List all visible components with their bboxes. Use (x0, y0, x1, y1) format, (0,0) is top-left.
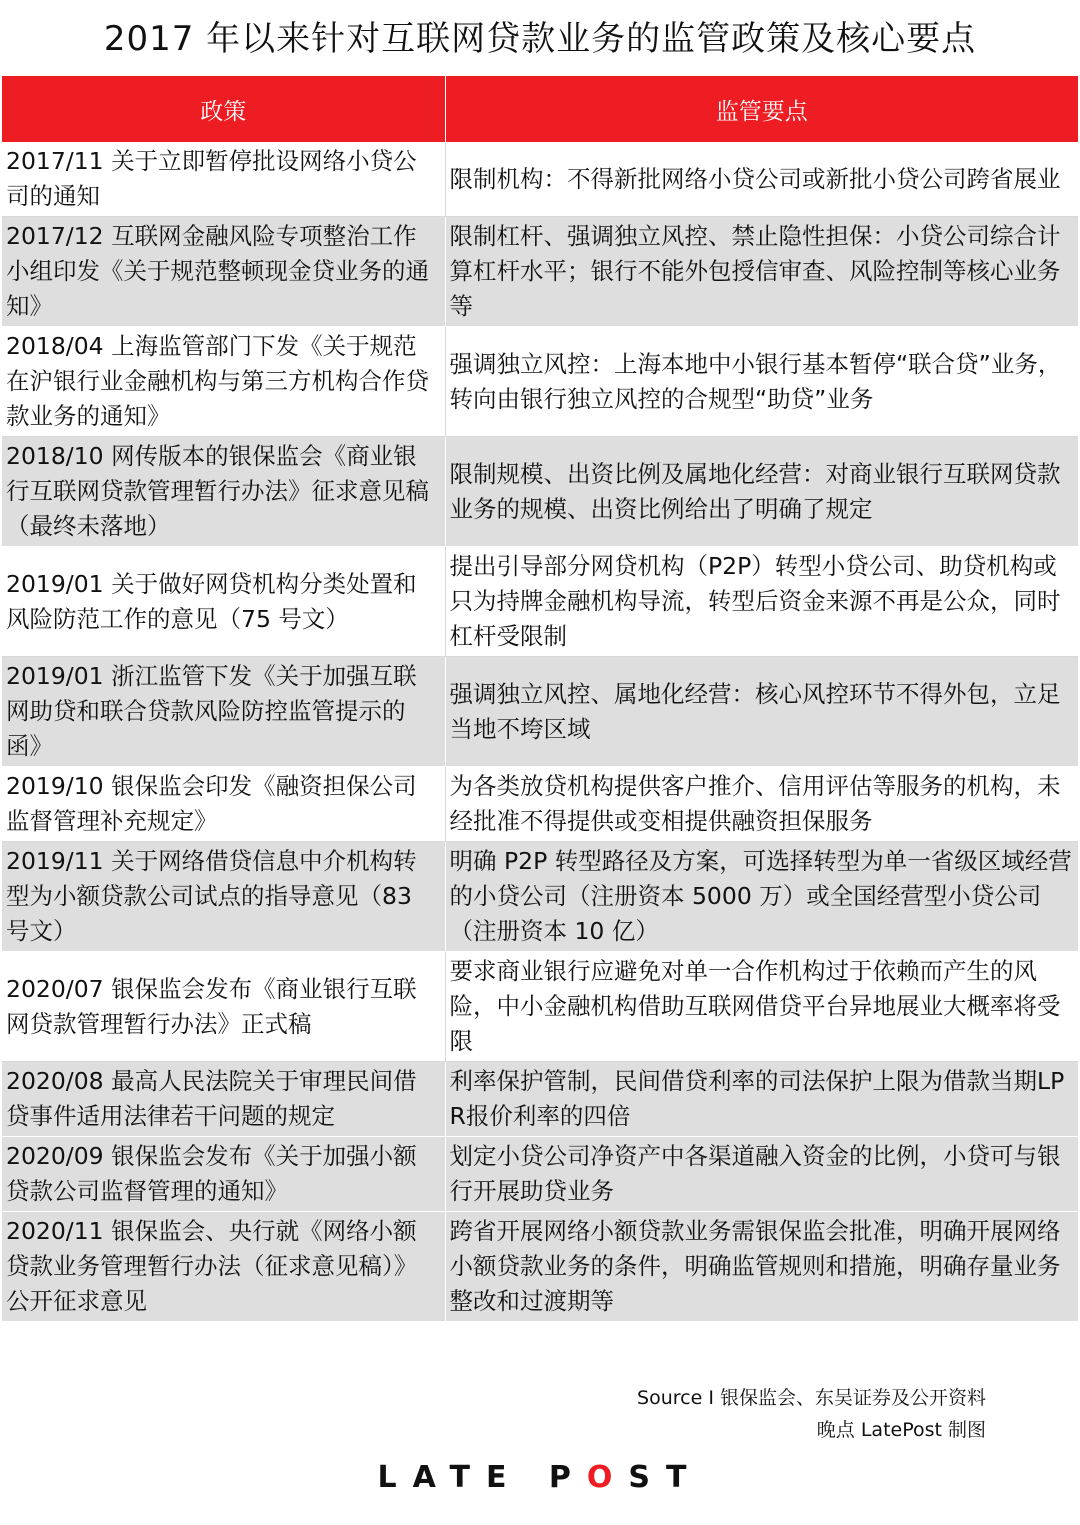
policy-cell: 2018/10 网传版本的银保监会《商业银行互联网贷款管理暂行办法》征求意见稿（最终未落地） (2, 437, 445, 547)
policy-cell: 2017/12 互联网金融风险专项整治工作小组印发《关于规范整顿现金贷业务的通知》 (2, 217, 445, 327)
table-row (2, 142, 1078, 217)
header-points: 监管要点 (445, 76, 1078, 142)
policy-cell: 2020/11 银保监会、央行就《网络小额贷款业务管理暂行办法（征求意见稿）》公开征求意见 (2, 1212, 445, 1322)
table-header-row (2, 76, 1078, 142)
points-cell: 限制规模、出资比例及属地化经营：对商业银行互联网贷款业务的规模、出资比例给出了明确了规定 (445, 437, 1078, 547)
points-cell: 划定小贷公司净资产中各渠道融入资金的比例，小贷可与银行开展助贷业务 (445, 1137, 1078, 1212)
points-cell: 跨省开展网络小额贷款业务需银保监会批准，明确开展网络小额贷款业务的条件，明确监管规则和措施，明确存量业务整改和过渡期等 (445, 1212, 1078, 1322)
table-row (2, 767, 1078, 842)
points-cell: 利率保护管制，民间借贷利率的司法保护上限为借款当期LPR报价利率的四倍 (445, 1062, 1078, 1137)
table-row (2, 1137, 1078, 1212)
policy-cell: 2020/07 银保监会发布《商业银行互联网贷款管理暂行办法》正式稿 (2, 952, 445, 1062)
policy-cell: 2020/09 银保监会发布《关于加强小额贷款公司监督管理的通知》 (2, 1137, 445, 1212)
table-row (2, 952, 1078, 1062)
table-row (2, 437, 1078, 547)
table-row (2, 547, 1078, 657)
source-line: Source I 银保监会、东吴证券及公开资料 (637, 1387, 986, 1409)
points-cell: 限制杠杆、强调独立风控、禁止隐性担保：小贷公司综合计算杠杆水平；银行不能外包授信审查、风险控制等核心业务等 (445, 217, 1078, 327)
policy-cell: 2017/11 关于立即暂停批设网络小贷公司的通知 (2, 142, 445, 217)
table-row (2, 217, 1078, 327)
points-cell: 明确 P2P 转型路径及方案，可选择转型为单一省级区域经营的小贷公司（注册资本 5000 万）或全国经营型小贷公司（注册资本 10 亿） (445, 842, 1078, 952)
logo-part2: ST (628, 1460, 703, 1495)
points-cell: 限制机构：不得新批网络小贷公司或新批小贷公司跨省展业 (445, 142, 1078, 217)
policy-cell: 2019/01 浙江监管下发《关于加强互联网助贷和联合贷款风险防控监管提示的函》 (2, 657, 445, 767)
policy-table (2, 76, 1078, 1322)
policy-cell: 2020/08 最高人民法院关于审理民间借贷事件适用法律若干问题的规定 (2, 1062, 445, 1137)
policy-cell: 2019/11 关于网络借贷信息中介机构转型为小额贷款公司试点的指导意见（83 号文） (2, 842, 445, 952)
points-cell: 强调独立风控、属地化经营：核心风控环节不得外包，立足当地不垮区域 (445, 657, 1078, 767)
latepost-logo (0, 1460, 1080, 1495)
logo-part1: LATE P (377, 1460, 587, 1495)
header-policy: 政策 (2, 76, 445, 142)
page-title: 2017 年以来针对互联网贷款业务的监管政策及核心要点 (103, 19, 977, 59)
table-row (2, 327, 1078, 437)
source-credit (637, 1382, 986, 1446)
points-cell: 为各类放贷机构提供客户推介、信用评估等服务的机构，未经批准不得提供或变相提供融资担保服务 (445, 767, 1078, 842)
table-row (2, 657, 1078, 767)
points-cell: 强调独立风控：上海本地中小银行基本暂停“联合贷”业务，转向由银行独立风控的合规型“助贷”业务 (445, 327, 1078, 437)
credit-line: 晚点 LatePost 制图 (816, 1419, 986, 1441)
policy-cell: 2018/04 上海监管部门下发《关于规范在沪银行业金融机构与第三方机构合作贷款业务的通知》 (2, 327, 445, 437)
table-row (2, 842, 1078, 952)
table-row (2, 1062, 1078, 1137)
policy-cell: 2019/01 关于做好网贷机构分类处置和风险防范工作的意见（75 号文） (2, 547, 445, 657)
table-row (2, 1212, 1078, 1322)
points-cell: 提出引导部分网贷机构（P2P）转型小贷公司、助贷机构或只为持牌金融机构导流，转型后资金来源不再是公众，同时杠杆受限制 (445, 547, 1078, 657)
policy-cell: 2019/10 银保监会印发《融资担保公司监督管理补充规定》 (2, 767, 445, 842)
points-cell: 要求商业银行应避免对单一合作机构过于依赖而产生的风险，中小金融机构借助互联网借贷平台异地展业大概率将受限 (445, 952, 1078, 1062)
logo-accent: O (586, 1460, 629, 1495)
